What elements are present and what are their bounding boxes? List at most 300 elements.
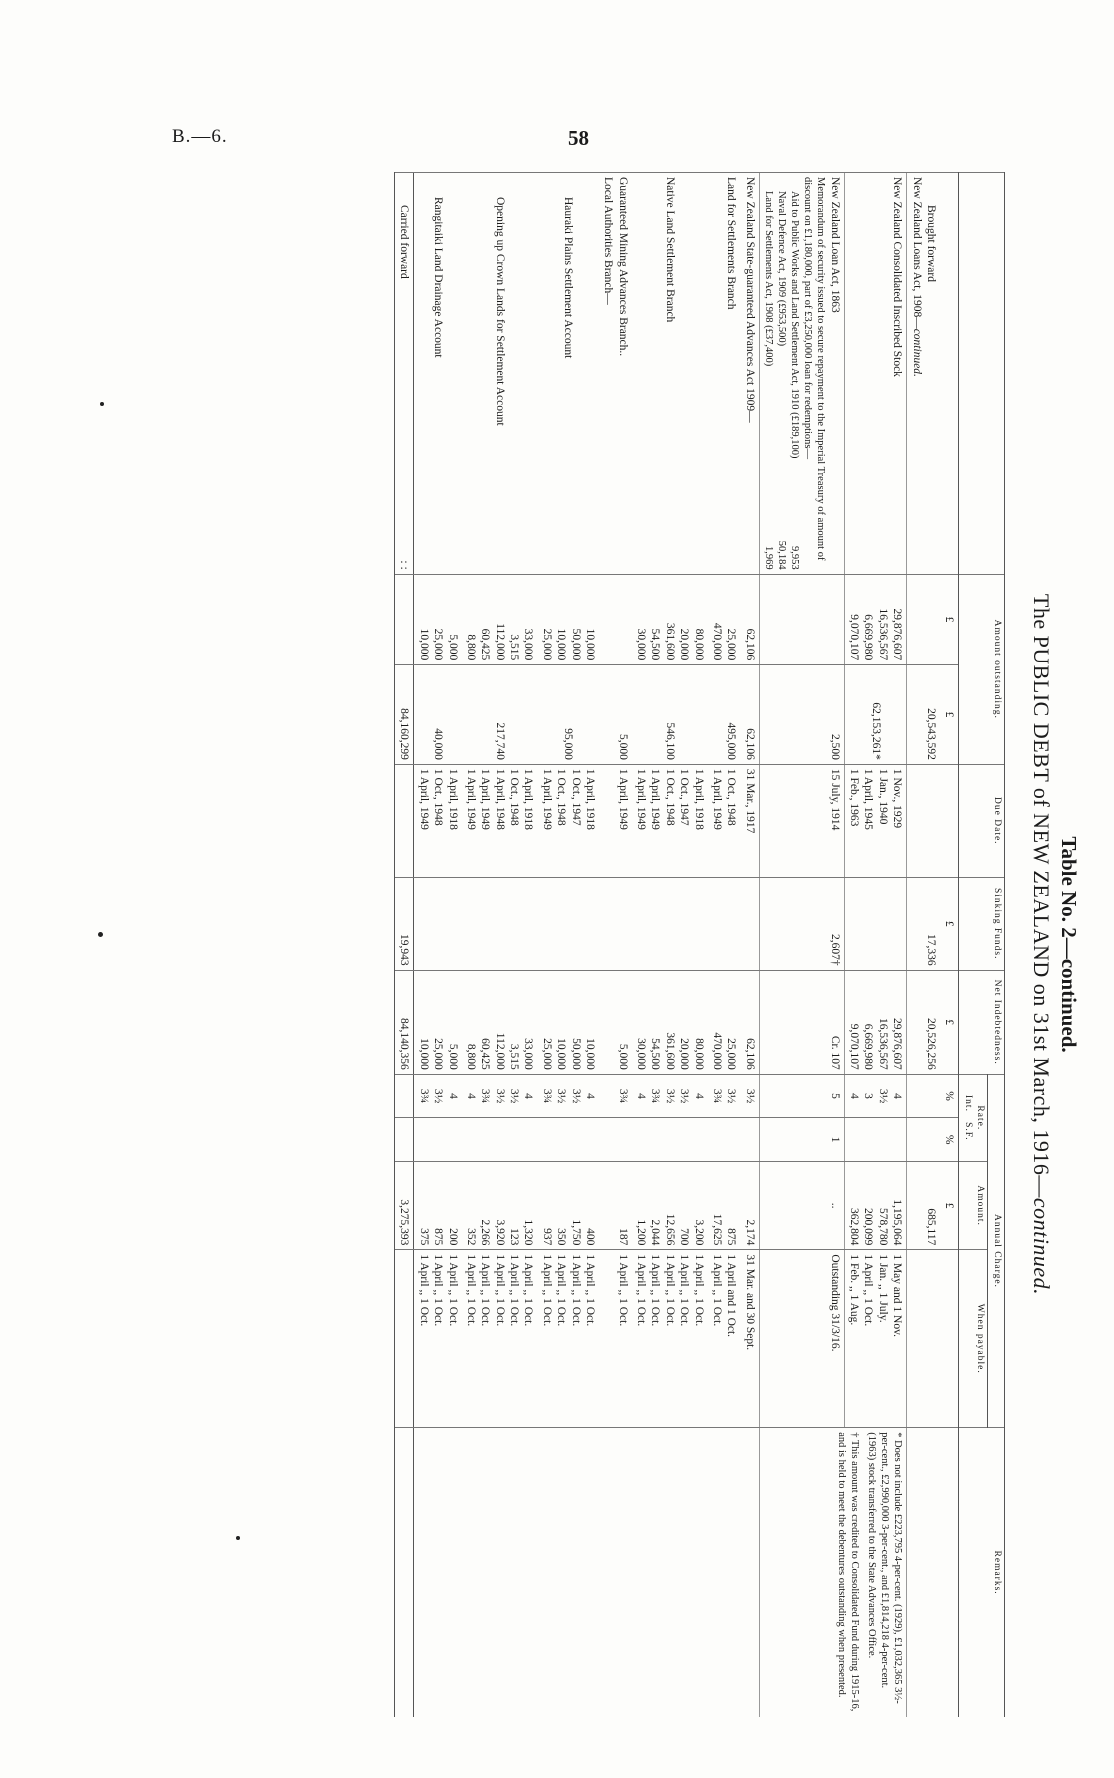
value: 200 (446, 1228, 459, 1246)
col-sinking-funds: Sinking Funds. (959, 877, 1005, 970)
cell (844, 1118, 907, 1162)
cell-amount: 20,543,592 (907, 665, 940, 765)
cell-amount: 2,500 (759, 665, 844, 765)
cell (395, 574, 414, 665)
value: 1 April and 1 Oct. (725, 1254, 738, 1338)
cell-net: 62,106 (740, 970, 759, 1074)
cell (907, 574, 940, 665)
cell-due (538, 764, 600, 877)
cell (538, 877, 600, 970)
table-row (538, 173, 600, 1718)
value: 3½ (876, 1088, 889, 1104)
value: 8,800 (465, 1043, 477, 1070)
cell (907, 764, 940, 877)
remark-stock: * Does not include £223,795 4-per-cent. (1929), £1,032,365 3½-per-cent., £2,990,000 3-per-cent., and £1,814,218 4-per-cent. (1963) stock transferred to the State Advances Office. (866, 1432, 904, 1704)
value: 6,669,980 (862, 1023, 875, 1070)
cell-annual: 3,275,393 (395, 1161, 414, 1249)
value: 2,044 (649, 1219, 662, 1246)
value: 4 (446, 1093, 459, 1099)
value: 1 April ,, 1 Oct. (569, 1254, 582, 1327)
cell-pay (414, 1250, 462, 1428)
nz-loans-continued: continued. (910, 328, 923, 377)
value: 10,000 (417, 628, 430, 661)
value: 10,000 (584, 1038, 596, 1070)
value: 3½ (678, 1088, 691, 1104)
memo-item (775, 177, 788, 570)
cell-sub-amounts (844, 574, 907, 665)
cell-pay: 1 April ,, 1 Oct. (599, 1250, 632, 1428)
cell-annual: .. (759, 1161, 844, 1249)
cell (462, 877, 538, 970)
value: 3,200 (692, 1219, 705, 1246)
value: 17,625 (711, 1213, 723, 1246)
cell-due (844, 764, 907, 877)
value: 20,000 (678, 1038, 691, 1070)
value: 8,800 (465, 634, 477, 661)
cell (907, 1428, 940, 1717)
cell-pay (708, 1250, 741, 1428)
value: 54,500 (649, 628, 662, 661)
value: 1 April, 1949 (649, 768, 662, 830)
value: 16,536,567 (876, 608, 889, 661)
cell (462, 1428, 538, 1717)
int-label: Int. (963, 1095, 974, 1112)
value: 578,780 (876, 1207, 889, 1246)
cell-amount: 62,106 (740, 665, 759, 765)
cell-pay (632, 1250, 708, 1428)
value: 875 (432, 1228, 445, 1246)
document-reference: B.—6. (172, 126, 228, 147)
subtitle-continued: continued. (1029, 1197, 1054, 1296)
cell-annual: 2,174 (740, 1161, 759, 1249)
item-value: 9,953 (789, 546, 801, 570)
value: 200,099 (862, 1207, 875, 1246)
page-number: 58 (568, 126, 589, 150)
value: 1 Nov., 1929 (891, 768, 904, 829)
loan-1863-label: New Zealand Loan Act, 1863 (828, 177, 841, 313)
cell (759, 574, 844, 665)
value: 33,000 (522, 628, 535, 661)
value: 3 (862, 1093, 875, 1099)
value: 54,500 (649, 1038, 662, 1070)
value: 3,920 (493, 1219, 506, 1246)
value: 350 (555, 1228, 568, 1246)
cell-amount: 217,740 (462, 665, 538, 765)
nz-loans-label (909, 177, 923, 570)
value: 1 April ,, 1 Oct. (540, 1254, 553, 1327)
header-row (988, 173, 1005, 1718)
row-label: Land for Settlements Branch (708, 173, 741, 575)
value: 1 Oct., 1948 (725, 768, 738, 826)
value: 361,600 (663, 1032, 676, 1070)
value: 1 Feb., 1963 (848, 768, 861, 827)
value: 3½ (493, 1088, 506, 1104)
carried-forward-label: Carried forward (398, 205, 411, 279)
value: 3¾ (649, 1088, 662, 1104)
value: 875 (725, 1228, 738, 1246)
cell (599, 877, 632, 970)
cell (632, 877, 708, 970)
value: 375 (417, 1228, 430, 1246)
table-row (599, 173, 632, 1718)
value: 1 April ,, 1 Oct. (555, 1254, 568, 1327)
value: 470,000 (711, 622, 723, 661)
value: 29,876,607 (891, 608, 904, 661)
row-label: Rangitaiki Land Drainage Account (414, 173, 462, 575)
value: 362,804 (848, 1207, 861, 1246)
value: 1 April ,, 1 Oct. (432, 1254, 445, 1327)
value: 30,000 (635, 628, 648, 661)
value: 3½ (663, 1088, 676, 1104)
value: 3¾ (479, 1088, 492, 1104)
row-label: New Zealand State-guaranteed Advances Act 1909— (740, 173, 759, 575)
value: 3½ (555, 1088, 568, 1104)
value: 3,515 (508, 1043, 521, 1070)
value: 60,425 (479, 1038, 492, 1070)
value: 1 Feb. ,, 1 Aug. (848, 1254, 861, 1326)
col-net-indebtedness: Net Indebtedness. (959, 970, 1005, 1074)
page-header (0, 126, 1114, 156)
cell-pay: 31 Mar. and 30 Sept. (740, 1250, 759, 1428)
value: 112,000 (493, 623, 506, 661)
value: 1 Oct., 1948 (432, 768, 445, 826)
cell-int (844, 1074, 907, 1118)
value: 80,000 (692, 628, 705, 661)
value: 1 April, 1949 (540, 768, 553, 830)
value: 2,266 (479, 1219, 492, 1246)
value: 112,000 (493, 1032, 506, 1070)
value: 1 Oct., 1947 (569, 768, 582, 826)
cell-net: 5,000 (599, 970, 632, 1074)
cell (708, 1118, 741, 1162)
value: 1 May and 1 Nov. (891, 1254, 904, 1337)
cell (740, 1118, 759, 1162)
value: 4 (692, 1093, 705, 1099)
value: 1 April, 1918 (522, 768, 535, 830)
value: 1 April, 1918 (584, 768, 596, 830)
unit-pound: £ (940, 665, 959, 765)
value: 25,000 (432, 628, 445, 661)
value: 25,000 (725, 1038, 738, 1070)
value: 1 April ,, 1 Oct. (635, 1254, 648, 1327)
item-label: Aid to Public Works and Land Settlement Act, 1910 (£189,100) (789, 191, 801, 459)
cell-net (462, 970, 538, 1074)
value: 1 April, 1949 (479, 768, 492, 830)
cell (599, 1428, 632, 1717)
cell-int (462, 1074, 538, 1118)
cell (907, 1250, 940, 1428)
item-label: Land for Settlements Act, 1908 (£37,400) (762, 191, 774, 367)
cell-annual (462, 1161, 538, 1249)
cell-sub-amounts (462, 574, 538, 665)
value: 1 Oct., 1948 (555, 768, 568, 826)
row-label: Hauraki Plains Settlement Account (538, 173, 600, 575)
value: 3¾ (540, 1088, 553, 1104)
sf-label: S.F. (963, 1122, 974, 1141)
col-remarks: Remarks. (959, 1428, 1005, 1717)
unit-pound: £ (940, 1161, 959, 1249)
value: 1,750 (569, 1219, 582, 1246)
cell-due (414, 764, 462, 877)
rotated-table-region (215, 172, 1085, 1717)
value: 1 April ,, 1 Oct. (508, 1254, 521, 1327)
value: 4 (465, 1093, 477, 1099)
row-label (599, 173, 632, 575)
cell-due: 31 Mar., 1917 (740, 764, 759, 877)
value: 50,000 (569, 628, 582, 661)
value: 1 April, 1949 (711, 768, 723, 830)
cell-sf: 1 (759, 1118, 844, 1162)
brought-forward-label: Brought forward (925, 205, 937, 282)
units-pay (940, 1250, 959, 1428)
value: 1 April, 1918 (692, 768, 705, 830)
speck-mark (98, 932, 103, 937)
row-label: Native Land Settlement Branch (632, 173, 708, 575)
value: 10,000 (555, 1038, 568, 1070)
cell-int (414, 1074, 462, 1118)
unit-pound: £ (940, 877, 959, 970)
cell-int (538, 1074, 600, 1118)
value: 5,000 (446, 1043, 459, 1070)
cell-due (462, 764, 538, 877)
cell (708, 1428, 741, 1717)
value: 1 April, 1945 (862, 768, 875, 830)
value: 1 April ,, 1 Oct. (584, 1254, 596, 1327)
cell-net (414, 970, 462, 1074)
cell (538, 1118, 600, 1162)
col-amount-outstanding: Amount outstanding. (959, 574, 1005, 764)
cell (907, 1118, 940, 1162)
value: 1,200 (635, 1219, 648, 1246)
cell (538, 1428, 600, 1717)
cell-due (632, 764, 708, 877)
cell-int (708, 1074, 741, 1118)
local-authorities-label: Local Authorities Branch— (602, 177, 615, 305)
remark-sinking: † This amount was credited to Consolidated Fund during 1915-16, and is held to meet the debentures outstanding when presented. (835, 1432, 860, 1712)
cell (599, 574, 632, 665)
value: 3½ (569, 1088, 582, 1104)
cell-sub-amounts (414, 574, 462, 665)
value: 1 April ,, 1 Oct. (493, 1254, 506, 1327)
cell (462, 1118, 538, 1162)
table-subtitle (1028, 172, 1054, 1717)
value: 25,000 (540, 1038, 553, 1070)
value: 400 (584, 1228, 596, 1246)
cell-due (708, 764, 741, 877)
table-row (462, 173, 538, 1718)
cell-net (708, 970, 741, 1074)
cell-net (632, 970, 708, 1074)
row-label (907, 173, 940, 575)
subtitle-main: The PUBLIC DEBT of NEW ZEALAND on 31st March, 1916— (1029, 593, 1054, 1198)
value: 1 Oct., 1948 (663, 768, 676, 826)
col-annual-charge: Annual Charge. (988, 1074, 1005, 1428)
value: 3,515 (508, 634, 521, 661)
value: 1 April, 1949 (635, 768, 648, 830)
value: 1 Oct., 1947 (678, 768, 691, 826)
cell (395, 1250, 414, 1428)
row-label: Opening up Crown Lands for Settlement Account (462, 173, 538, 575)
value: 12,656 (663, 1213, 676, 1246)
cell (708, 877, 741, 970)
units-desc (940, 173, 959, 575)
cell-amount: 84,160,299 (395, 665, 414, 765)
value: 25,000 (725, 628, 738, 661)
value: 3½ (725, 1088, 738, 1104)
cell-annual (632, 1161, 708, 1249)
public-debt-table (394, 172, 1005, 1717)
cell-pay (844, 1250, 907, 1428)
cell-annual (844, 1161, 907, 1249)
cell-due: 1 April, 1949 (599, 764, 632, 877)
cell-int: 3¾ (599, 1074, 632, 1118)
value: 16,536,567 (876, 1017, 889, 1070)
cell-net: Cr. 107 (759, 970, 844, 1074)
value: 1 April, 1949 (465, 768, 477, 830)
leader-dots: : : (398, 560, 411, 570)
cell-sub-amounts (632, 574, 708, 665)
value: 1 April ,, 1 Oct. (649, 1254, 662, 1327)
cell-int (632, 1074, 708, 1118)
value: 1 April ,, 1 Oct. (479, 1254, 492, 1327)
value: 1,320 (522, 1219, 535, 1246)
value: 5,000 (446, 634, 459, 661)
value: 4 (522, 1093, 535, 1099)
value: 3½ (432, 1088, 445, 1104)
item-value: 1,969 (762, 546, 774, 570)
value: 50,000 (569, 1038, 582, 1070)
value: 9,070,107 (848, 1023, 861, 1070)
col-description (959, 173, 1005, 575)
cell-amount: 495,000 (708, 665, 741, 765)
nz-loans-text: New Zealand Loans Act, 1908— (910, 177, 923, 329)
value: 1 Jan. ,, 1 July. (876, 1254, 889, 1323)
value: 1 April ,, 1 Oct. (711, 1254, 723, 1327)
col-rate (959, 1074, 988, 1161)
cell-pay (462, 1250, 538, 1428)
cell (395, 764, 414, 877)
memo-item (762, 177, 775, 570)
cell (414, 877, 462, 970)
cell-sub-amounts (538, 574, 600, 665)
rate-label: Rate. (975, 1105, 986, 1131)
value: 361,600 (663, 622, 676, 661)
cell-annual (708, 1161, 741, 1249)
value: 1 April, 1918 (446, 768, 459, 830)
value: 3¾ (711, 1088, 723, 1104)
table-row (907, 173, 940, 1718)
cell-net (538, 970, 600, 1074)
cell-annual (538, 1161, 600, 1249)
value: 25,000 (432, 1038, 445, 1070)
value: 25,000 (540, 628, 553, 661)
cell (395, 1428, 414, 1717)
units-due (940, 764, 959, 877)
value: 1 Oct., 1948 (508, 768, 521, 826)
value: 123 (508, 1228, 521, 1246)
cell-annual: 685,117 (907, 1161, 940, 1249)
value: 700 (678, 1228, 691, 1246)
table-row (740, 173, 759, 1718)
value: 60,425 (479, 628, 492, 661)
cell (414, 1428, 462, 1717)
value: 4 (635, 1093, 648, 1099)
value: 10,000 (584, 628, 596, 661)
col-due-date: Due Date. (959, 764, 1005, 877)
value: 470,000 (711, 1032, 723, 1070)
value: 33,000 (522, 1038, 535, 1070)
cell (395, 1118, 414, 1162)
table-row (414, 173, 462, 1718)
table-row-total (395, 173, 414, 1718)
cell-int: 5 (759, 1074, 844, 1118)
cell-pay: Outstanding 31/3/16. (759, 1250, 844, 1428)
cell (599, 1118, 632, 1162)
cell (740, 877, 759, 970)
value: 6,669,980 (862, 614, 875, 661)
value: 1 April, 1949 (417, 768, 430, 830)
cell (844, 877, 907, 970)
value: 4 (848, 1093, 861, 1099)
value: 80,000 (692, 1038, 705, 1070)
value: 1 Jan., 1940 (876, 768, 889, 825)
value: 1 April ,, 1 Oct. (465, 1254, 477, 1327)
value: 1 April ,, 1 Oct. (522, 1254, 535, 1327)
cell-sub-amounts (708, 574, 741, 665)
cell-amount: 5,000 (599, 665, 632, 765)
unit-pct: % (940, 1118, 959, 1162)
value: 4 (891, 1093, 904, 1099)
value: 20,000 (678, 628, 691, 661)
value: 3¾ (417, 1088, 430, 1104)
value: 352 (465, 1228, 477, 1246)
cell-amount: 95,000 (538, 665, 600, 765)
cell-net: 84,140,356 (395, 970, 414, 1074)
item-value: 50,184 (776, 540, 787, 570)
value: 1 April, 1948 (493, 768, 506, 830)
table-row (708, 173, 741, 1718)
cell (740, 1428, 759, 1717)
memo-item (788, 177, 801, 570)
cell-annual: 187 (599, 1161, 632, 1249)
memo-text: Memorandum of security issued to secure repayment to the Imperial Treasury of amount of discount on £1,180,000, part of £3,250,000 loan for redemptions— (802, 177, 827, 561)
value: 1 April ,, 1 Oct. (678, 1254, 691, 1327)
item-label: Naval Defence Act, 1909 (£953,500) (776, 191, 787, 347)
value: 10,000 (417, 1038, 430, 1070)
cell-remarks (759, 1428, 907, 1717)
col-annual-amount: Amount. (959, 1161, 988, 1249)
table-row (844, 173, 907, 1718)
cell-annual (414, 1161, 462, 1249)
cell-sinking: 19,943 (395, 877, 414, 970)
cell (632, 1428, 708, 1717)
value: 1 April ,, 1 Oct. (446, 1254, 459, 1327)
table-titles (1005, 172, 1085, 1717)
value: 10,000 (555, 628, 568, 661)
unit-pct: % (940, 1074, 959, 1118)
cell-sinking: 17,336 (907, 877, 940, 970)
cell-sinking: 2,607† (759, 877, 844, 970)
table-title: Table No. 2—continued. (1057, 836, 1081, 1053)
row-label: New Zealand Consolidated Inscribed Stock (844, 173, 907, 575)
table-row (632, 173, 708, 1718)
cell-int: 3½ (740, 1074, 759, 1118)
cell-amount: 546,100 (632, 665, 708, 765)
value: 1 April ,, 1 Oct. (417, 1254, 430, 1327)
cell (632, 1118, 708, 1162)
value: 937 (540, 1228, 553, 1246)
mining-label: Guaranteed Mining Advances Branch.. (616, 177, 629, 357)
